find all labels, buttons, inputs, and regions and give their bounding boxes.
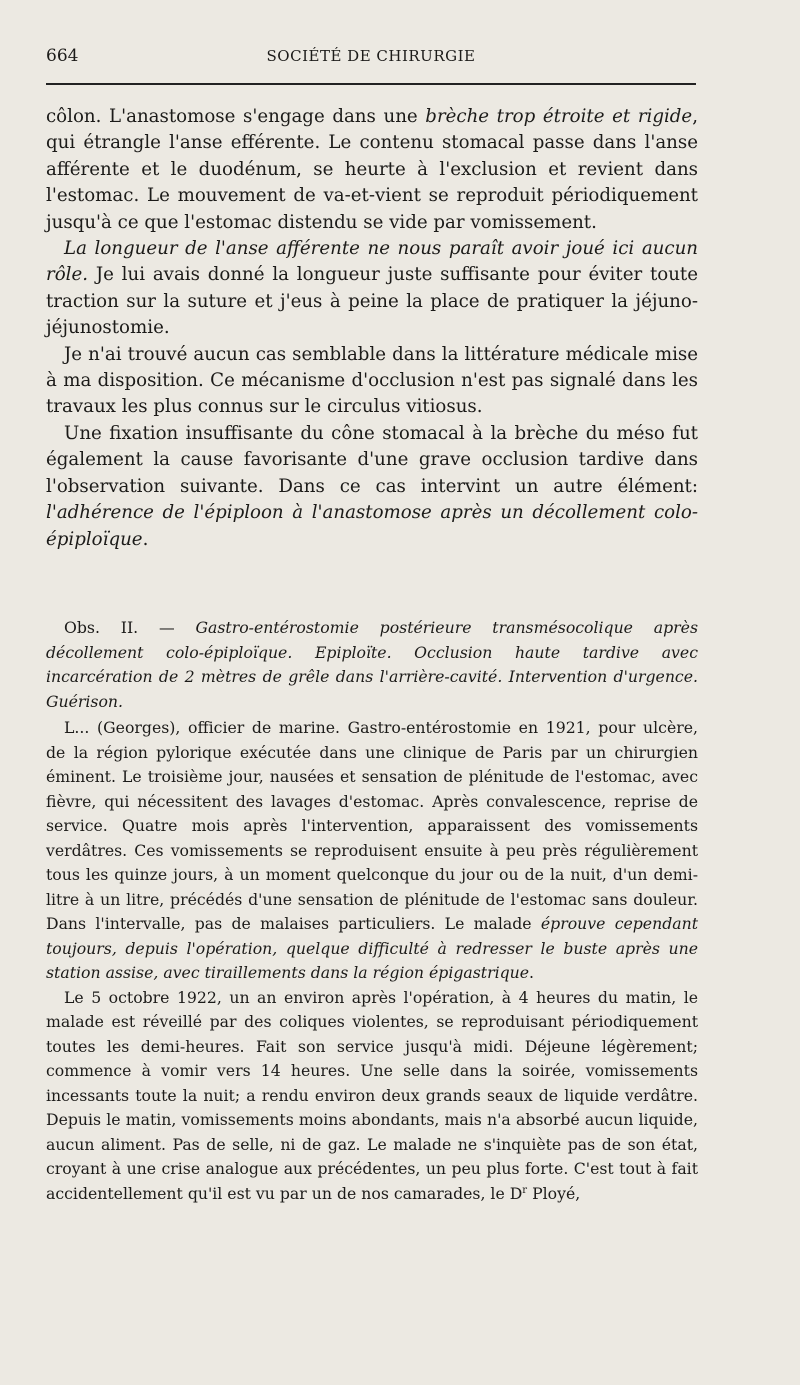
paragraph-continuation <box>46 104 698 236</box>
observation-section <box>46 616 698 1206</box>
header-rule <box>46 83 696 85</box>
italic-span: éprouve cependant toujours, depuis l'opération, quelque difficulté à redresser le buste après une station assise, avec tiraillements dans la région épigastrique <box>46 914 698 982</box>
text-span: . <box>142 528 149 550</box>
text-span: côlon. L'anastomose s'engage dans une <box>46 106 426 127</box>
observation-heading <box>46 616 698 714</box>
text-span: L... (Georges), officier de marine. Gastro-entérostomie en 1921, pour ulcère, de la région pylorique exécutée dans une clinique de Paris par un chirurgien éminent. Le troisième jour, nausées et sensation de plénitude de l'estomac, avec fièvre, qui nécessitent des lavages d'estomac. Après convalescence, reprise de service. Quatre mois après l'intervention, apparaissent des vomissements verdâtres. Ces vomissements se reproduisent ensuite à peu près régulièrement tous les quinze jours, à un moment quelconque du jour ou de la nuit, d'un demi-litre à un litre, précédés d'une sensation de plénitude de l'estomac sans douleur. Dans l'intervalle, pas de malaises particuliers. Le malade <box>46 718 698 933</box>
paragraph-anse-afferente <box>46 236 698 342</box>
page-number: 664 <box>46 46 79 66</box>
paragraph-fixation <box>46 421 698 553</box>
italic-span: La longueur de l'anse afférente ne nous paraît avoir joué ici aucun rôle. <box>46 238 698 286</box>
observation-paragraph-2 <box>46 986 698 1207</box>
paragraph-litterature: Je n'ai trouvé aucun cas semblable dans la littérature médicale mise à ma disposition. Ce mécanisme d'occlusion n'est pas signalé dans les travaux les plus connus sur le circulus vitiosus. <box>46 343 698 418</box>
running-title: SOCIÉTÉ DE CHIRURGIE <box>266 47 476 65</box>
superscript: r <box>522 1184 528 1196</box>
italic-span: l'adhérence de l'épiploon à l'anastomose après un décollement colo-épiploïque <box>46 502 698 550</box>
observation-title: Gastro-entérostomie postérieure transmésocolique après décollement colo-épiploïque. Epiploïte. Occlusion haute tardive avec incarcération de 2 mètres de grêle dans l'arrière-cavité. Intervention d'urgence. Guérison. <box>46 618 698 711</box>
text-span: Ployé, <box>527 1183 581 1203</box>
observation-label: Obs. II. — <box>64 618 196 637</box>
text-span: , qui étrangle l'anse efférente. Le contenu stomacal passe dans l'anse afférente et le duodénum, se heurte à l'exclusion et revient dans l'estomac. Le mouvement de va-et-vient se reproduit périodiquement jusqu'à ce que l'estomac distendu se vide par vomissement. <box>46 106 698 233</box>
text-span: Je lui avais donné la longueur juste suffisante pour éviter toute traction sur la suture et j'eus à peine la place de pratiquer la jéjuno-jéjunostomie. <box>46 264 698 339</box>
text-span: . <box>529 963 535 982</box>
page-header <box>46 46 696 70</box>
italic-span: brèche trop étroite et rigide <box>425 106 693 127</box>
main-text <box>46 104 698 553</box>
observation-paragraph-1 <box>46 716 698 986</box>
text-span: Le 5 octobre 1922, un an environ après l'opération, à 4 heures du matin, le malade est réveillé par des coliques violentes, se reproduisant périodiquement toutes les demi-heures. Fait son service jusqu'à midi. Déjeune légèrement; commence à vomir vers 14 heures. Une selle dans la soirée, vomissements incessants toute la nuit; a rendu environ deux grands seaux de liquide verdâtre. Depuis le matin, vomissements moins abondants, mais n'a absorbé aucun liquide, aucun aliment. Pas de selle, ni de gaz. Le malade ne s'inquiète pas de son état, croyant à une crise analogue aux précédentes, un peu plus forte. C'est tout à fait accidentellement qu'il est vu par un de nos camarades, le D <box>46 987 698 1203</box>
text-span: Une fixation insuffisante du cône stomacal à la brèche du méso fut également la cause favorisante d'une grave occlusion tardive dans l'observation suivante. Dans ce cas intervint un autre élément: <box>46 422 698 497</box>
